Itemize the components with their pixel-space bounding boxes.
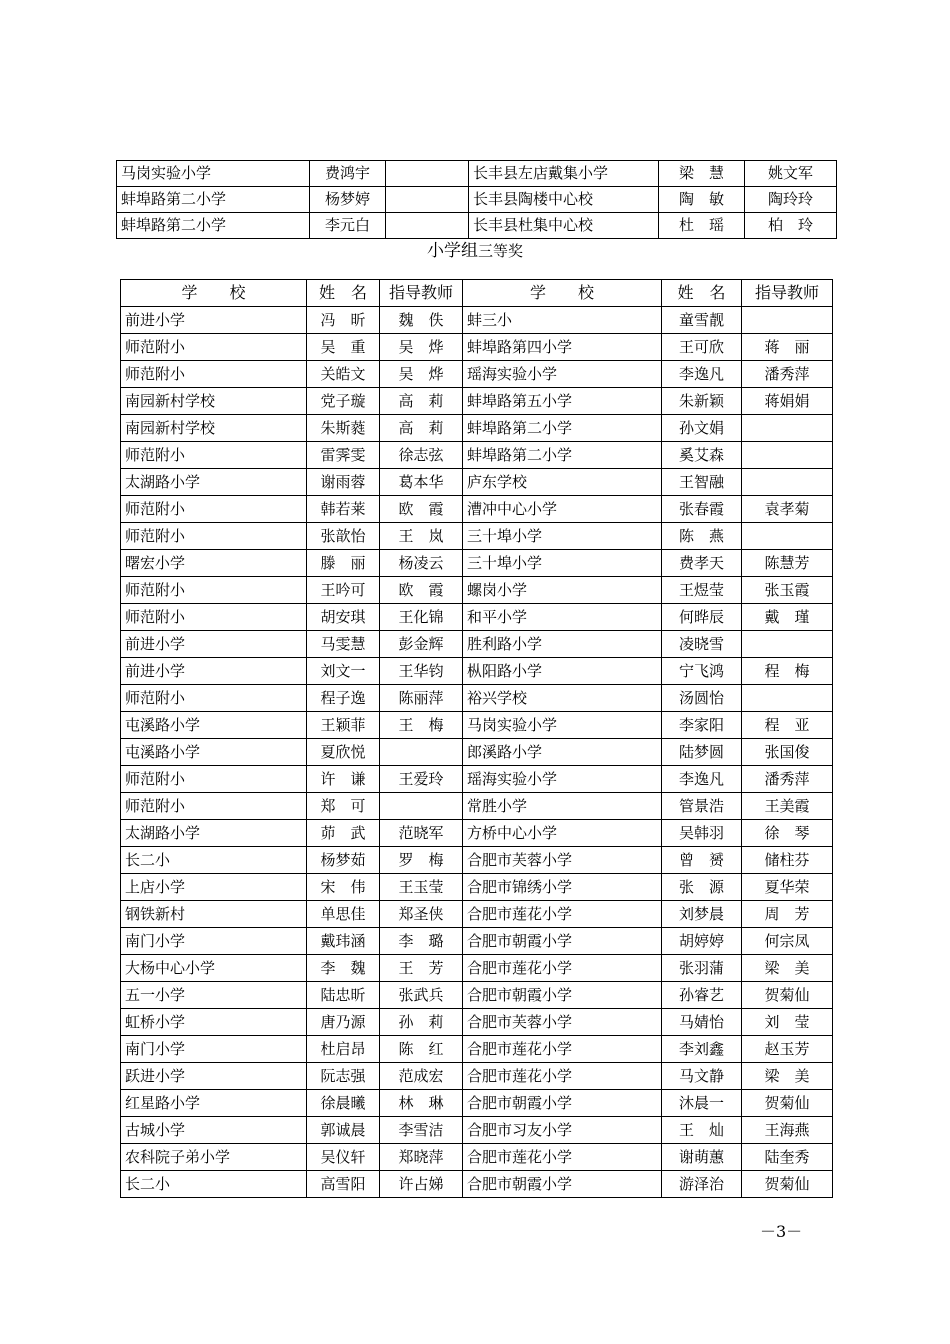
school-cell: 蚌三小 (463, 307, 662, 334)
student-name-cell: 朱新颖 (662, 388, 742, 415)
student-name-cell: 孙文娟 (662, 415, 742, 442)
school-cell: 长二小 (121, 1171, 307, 1198)
table-row (121, 982, 833, 1009)
school-cell: 前进小学 (121, 658, 307, 685)
table-row (121, 334, 833, 361)
student-name-cell: 张羽蒲 (662, 955, 742, 982)
student-name-cell: 刘文一 (307, 658, 380, 685)
teacher-cell: 贺菊仙 (742, 1090, 833, 1117)
teacher-cell: 林 琳 (380, 1090, 463, 1117)
teacher-cell (386, 187, 469, 213)
section-title-sub: 三等奖 (477, 242, 523, 260)
school-cell: 南门小学 (121, 1036, 307, 1063)
school-cell: 合肥市芙蓉小学 (463, 1009, 662, 1036)
table-row (117, 187, 837, 213)
teacher-cell: 陶玲玲 (745, 187, 837, 213)
school-cell: 师范附小 (121, 496, 307, 523)
school-cell: 前进小学 (121, 307, 307, 334)
student-name-cell: 奚艾森 (662, 442, 742, 469)
school-cell: 师范附小 (121, 361, 307, 388)
teacher-cell (742, 631, 833, 658)
continued-award-table (116, 160, 837, 239)
school-cell: 南园新村学校 (121, 388, 307, 415)
teacher-cell: 范成宏 (380, 1063, 463, 1090)
school-cell: 师范附小 (121, 577, 307, 604)
teacher-cell: 刘 莹 (742, 1009, 833, 1036)
school-cell: 长二小 (121, 847, 307, 874)
teacher-cell: 葛本华 (380, 469, 463, 496)
teacher-cell: 杨凌云 (380, 550, 463, 577)
student-name-cell: 张 源 (662, 874, 742, 901)
teacher-cell: 姚文军 (745, 161, 837, 187)
table-row (121, 820, 833, 847)
school-cell: 方桥中心小学 (463, 820, 662, 847)
school-cell: 漕冲中心小学 (463, 496, 662, 523)
school-cell: 蚌埠路第二小学 (463, 442, 662, 469)
school-cell: 枞阳路小学 (463, 658, 662, 685)
student-name-cell: 谢萌蕙 (662, 1144, 742, 1171)
student-name-cell: 孙睿艺 (662, 982, 742, 1009)
header-school: 学 校 (121, 280, 307, 307)
teacher-cell (742, 307, 833, 334)
student-name-cell: 关皓文 (307, 361, 380, 388)
teacher-cell (380, 793, 463, 820)
school-cell: 太湖路小学 (121, 820, 307, 847)
school-cell: 蚌埠路第二小学 (117, 187, 310, 213)
teacher-cell: 李雪洁 (380, 1117, 463, 1144)
teacher-cell: 郑圣侠 (380, 901, 463, 928)
school-cell: 蚌埠路第二小学 (463, 415, 662, 442)
school-cell: 蚌埠路第二小学 (117, 213, 310, 239)
school-cell: 合肥市莲花小学 (463, 1063, 662, 1090)
school-cell: 长丰县陶楼中心校 (469, 187, 659, 213)
student-name-cell: 谢雨蓉 (307, 469, 380, 496)
school-cell: 马岗实验小学 (463, 712, 662, 739)
table-row (121, 658, 833, 685)
student-name-cell: 单思佳 (307, 901, 380, 928)
teacher-cell (742, 442, 833, 469)
teacher-cell: 张玉霞 (742, 577, 833, 604)
teacher-cell: 梁 美 (742, 955, 833, 982)
student-name-cell: 杨梦婷 (310, 187, 386, 213)
table-row (121, 361, 833, 388)
table-row (121, 550, 833, 577)
teacher-cell: 王玉莹 (380, 874, 463, 901)
school-cell: 虹桥小学 (121, 1009, 307, 1036)
student-name-cell: 游泽治 (662, 1171, 742, 1198)
student-name-cell: 李刘鑫 (662, 1036, 742, 1063)
table-row (121, 1144, 833, 1171)
school-cell: 螺岗小学 (463, 577, 662, 604)
teacher-cell (742, 523, 833, 550)
school-cell: 合肥市习友小学 (463, 1117, 662, 1144)
student-name-cell: 陆忠昕 (307, 982, 380, 1009)
teacher-cell: 徐 琴 (742, 820, 833, 847)
teacher-cell: 罗 梅 (380, 847, 463, 874)
continued-award-body (117, 161, 837, 239)
table-row (117, 213, 837, 239)
school-cell: 师范附小 (121, 334, 307, 361)
school-cell: 合肥市芙蓉小学 (463, 847, 662, 874)
teacher-cell: 李 璐 (380, 928, 463, 955)
student-name-cell: 滕 丽 (307, 550, 380, 577)
student-name-cell: 冯 昕 (307, 307, 380, 334)
teacher-cell (742, 469, 833, 496)
school-cell: 长丰县左店戴集小学 (469, 161, 659, 187)
teacher-cell: 陈 红 (380, 1036, 463, 1063)
table-row (121, 766, 833, 793)
section-title-main: 小学组 (426, 241, 478, 261)
school-cell: 蚌埠路第四小学 (463, 334, 662, 361)
student-name-cell: 王颖菲 (307, 712, 380, 739)
student-name-cell: 刘梦晨 (662, 901, 742, 928)
school-cell: 瑶海实验小学 (463, 361, 662, 388)
school-cell: 合肥市朝霞小学 (463, 1171, 662, 1198)
student-name-cell: 王吟可 (307, 577, 380, 604)
student-name-cell: 王 灿 (662, 1117, 742, 1144)
table-row (121, 1036, 833, 1063)
teacher-cell: 储柱芬 (742, 847, 833, 874)
school-cell: 常胜小学 (463, 793, 662, 820)
teacher-cell: 高 莉 (380, 415, 463, 442)
student-name-cell: 费孝天 (662, 550, 742, 577)
teacher-cell: 高 莉 (380, 388, 463, 415)
teacher-cell: 陈慧芳 (742, 550, 833, 577)
student-name-cell: 李 魏 (307, 955, 380, 982)
table-row (121, 577, 833, 604)
school-cell: 南园新村学校 (121, 415, 307, 442)
header-name: 姓 名 (662, 280, 742, 307)
student-name-cell: 宁飞鸿 (662, 658, 742, 685)
table-row (121, 955, 833, 982)
school-cell: 马岗实验小学 (117, 161, 310, 187)
school-cell: 蚌埠路第五小学 (463, 388, 662, 415)
school-cell: 农科院子弟小学 (121, 1144, 307, 1171)
table-row (121, 1090, 833, 1117)
teacher-cell: 潘秀萍 (742, 766, 833, 793)
school-cell: 合肥市朝霞小学 (463, 928, 662, 955)
student-name-cell: 杜启昂 (307, 1036, 380, 1063)
student-name-cell: 韩若莱 (307, 496, 380, 523)
table-row (121, 307, 833, 334)
school-cell: 三十埠小学 (463, 523, 662, 550)
student-name-cell: 朱斯蕤 (307, 415, 380, 442)
student-name-cell: 胡安琪 (307, 604, 380, 631)
student-name-cell: 王可欣 (662, 334, 742, 361)
table-row (121, 901, 833, 928)
student-name-cell: 杨梦茹 (307, 847, 380, 874)
teacher-cell: 王 岚 (380, 523, 463, 550)
school-cell: 瑶海实验小学 (463, 766, 662, 793)
teacher-cell: 徐志弦 (380, 442, 463, 469)
school-cell: 曙宏小学 (121, 550, 307, 577)
student-name-cell: 雷霁雯 (307, 442, 380, 469)
table-row (121, 847, 833, 874)
school-cell: 长丰县杜集中心校 (469, 213, 659, 239)
school-cell: 古城小学 (121, 1117, 307, 1144)
teacher-cell: 柏 玲 (745, 213, 837, 239)
student-name-cell: 茆 武 (307, 820, 380, 847)
teacher-cell: 王美霞 (742, 793, 833, 820)
header-name: 姓 名 (307, 280, 380, 307)
school-cell: 合肥市朝霞小学 (463, 1090, 662, 1117)
student-name-cell: 程子逸 (307, 685, 380, 712)
student-name-cell: 沐晨一 (662, 1090, 742, 1117)
table-row (121, 469, 833, 496)
student-name-cell: 何晔辰 (662, 604, 742, 631)
table-row (121, 388, 833, 415)
third-prize-table (120, 279, 833, 1198)
teacher-cell: 王化锦 (380, 604, 463, 631)
header-school: 学 校 (463, 280, 662, 307)
school-cell: 太湖路小学 (121, 469, 307, 496)
teacher-cell: 彭金辉 (380, 631, 463, 658)
student-name-cell: 梁 慧 (659, 161, 745, 187)
student-name-cell: 党子璇 (307, 388, 380, 415)
teacher-cell: 吴 烨 (380, 361, 463, 388)
table-row (121, 1009, 833, 1036)
header-row (121, 280, 833, 307)
teacher-cell: 王爱玲 (380, 766, 463, 793)
teacher-cell: 程 梅 (742, 658, 833, 685)
teacher-cell (742, 685, 833, 712)
header-teacher: 指导教师 (380, 280, 463, 307)
teacher-cell: 贺菊仙 (742, 982, 833, 1009)
teacher-cell: 范晓军 (380, 820, 463, 847)
teacher-cell: 张武兵 (380, 982, 463, 1009)
student-name-cell: 吴仪轩 (307, 1144, 380, 1171)
teacher-cell (386, 213, 469, 239)
teacher-cell: 王 芳 (380, 955, 463, 982)
table-row (121, 685, 833, 712)
teacher-cell: 吴 烨 (380, 334, 463, 361)
school-cell: 合肥市锦绣小学 (463, 874, 662, 901)
school-cell: 合肥市莲花小学 (463, 1036, 662, 1063)
teacher-cell (742, 415, 833, 442)
table-row (121, 1117, 833, 1144)
student-name-cell: 高雪阳 (307, 1171, 380, 1198)
section-title (0, 240, 950, 262)
school-cell: 上店小学 (121, 874, 307, 901)
school-cell: 跃进小学 (121, 1063, 307, 1090)
student-name-cell: 李逸凡 (662, 766, 742, 793)
teacher-cell: 贺菊仙 (742, 1171, 833, 1198)
school-cell: 南门小学 (121, 928, 307, 955)
school-cell: 大杨中心小学 (121, 955, 307, 982)
school-cell: 和平小学 (463, 604, 662, 631)
table-row (121, 793, 833, 820)
student-name-cell: 马雯慧 (307, 631, 380, 658)
student-name-cell: 许 谦 (307, 766, 380, 793)
student-name-cell: 唐乃源 (307, 1009, 380, 1036)
school-cell: 五一小学 (121, 982, 307, 1009)
third-prize-body (121, 307, 833, 1198)
table-row (121, 631, 833, 658)
table-row (121, 1171, 833, 1198)
student-name-cell: 张春霞 (662, 496, 742, 523)
teacher-cell: 程 亚 (742, 712, 833, 739)
student-name-cell: 吴韩羽 (662, 820, 742, 847)
student-name-cell: 费鸿宇 (310, 161, 386, 187)
teacher-cell: 戴 瑾 (742, 604, 833, 631)
teacher-cell: 王海燕 (742, 1117, 833, 1144)
school-cell: 三十埠小学 (463, 550, 662, 577)
teacher-cell: 陈丽萍 (380, 685, 463, 712)
student-name-cell: 管景浩 (662, 793, 742, 820)
student-name-cell: 杜 瑶 (659, 213, 745, 239)
student-name-cell: 陆梦圆 (662, 739, 742, 766)
table-row (121, 739, 833, 766)
table-row (121, 496, 833, 523)
teacher-cell: 王 梅 (380, 712, 463, 739)
school-cell: 屯溪路小学 (121, 712, 307, 739)
table-row (121, 523, 833, 550)
school-cell: 师范附小 (121, 793, 307, 820)
school-cell: 合肥市莲花小学 (463, 1144, 662, 1171)
school-cell: 裕兴学校 (463, 685, 662, 712)
table-row (121, 928, 833, 955)
school-cell: 师范附小 (121, 685, 307, 712)
school-cell: 庐东学校 (463, 469, 662, 496)
school-cell: 合肥市朝霞小学 (463, 982, 662, 1009)
school-cell: 红星路小学 (121, 1090, 307, 1117)
student-name-cell: 郑 可 (307, 793, 380, 820)
school-cell: 师范附小 (121, 766, 307, 793)
table-row (117, 161, 837, 187)
teacher-cell: 夏华荣 (742, 874, 833, 901)
student-name-cell: 李家阳 (662, 712, 742, 739)
teacher-cell: 欧 霞 (380, 496, 463, 523)
student-name-cell: 马婧怡 (662, 1009, 742, 1036)
student-name-cell: 曾 赟 (662, 847, 742, 874)
student-name-cell: 王智融 (662, 469, 742, 496)
school-cell: 合肥市莲花小学 (463, 901, 662, 928)
student-name-cell: 戴玮涵 (307, 928, 380, 955)
teacher-cell: 陆奎秀 (742, 1144, 833, 1171)
table-row (121, 604, 833, 631)
table-row (121, 442, 833, 469)
student-name-cell: 王煜莹 (662, 577, 742, 604)
teacher-cell: 赵玉芳 (742, 1036, 833, 1063)
teacher-cell: 梁 美 (742, 1063, 833, 1090)
school-cell: 合肥市莲花小学 (463, 955, 662, 982)
teacher-cell: 蒋娟娟 (742, 388, 833, 415)
student-name-cell: 凌晓雪 (662, 631, 742, 658)
school-cell: 前进小学 (121, 631, 307, 658)
student-name-cell: 马文静 (662, 1063, 742, 1090)
student-name-cell: 陈 燕 (662, 523, 742, 550)
teacher-cell: 魏 佚 (380, 307, 463, 334)
student-name-cell: 宋 伟 (307, 874, 380, 901)
teacher-cell: 何宗凤 (742, 928, 833, 955)
teacher-cell: 蒋 丽 (742, 334, 833, 361)
school-cell: 郎溪路小学 (463, 739, 662, 766)
school-cell: 屯溪路小学 (121, 739, 307, 766)
teacher-cell (380, 739, 463, 766)
student-name-cell: 徐晨曦 (307, 1090, 380, 1117)
school-cell: 师范附小 (121, 604, 307, 631)
school-cell: 胜利路小学 (463, 631, 662, 658)
teacher-cell: 周 芳 (742, 901, 833, 928)
table-row (121, 874, 833, 901)
student-name-cell: 童雪靓 (662, 307, 742, 334)
student-name-cell: 张歆怡 (307, 523, 380, 550)
page-number: －3－ (760, 1222, 803, 1241)
teacher-cell: 王华钧 (380, 658, 463, 685)
school-cell: 师范附小 (121, 442, 307, 469)
teacher-cell: 孙 莉 (380, 1009, 463, 1036)
student-name-cell: 陶 敏 (659, 187, 745, 213)
teacher-cell (386, 161, 469, 187)
teacher-cell: 欧 霞 (380, 577, 463, 604)
student-name-cell: 吴 重 (307, 334, 380, 361)
student-name-cell: 夏欣悦 (307, 739, 380, 766)
student-name-cell: 李逸凡 (662, 361, 742, 388)
student-name-cell: 李元白 (310, 213, 386, 239)
student-name-cell: 郭诚晨 (307, 1117, 380, 1144)
teacher-cell: 许占娣 (380, 1171, 463, 1198)
table-row (121, 712, 833, 739)
teacher-cell: 潘秀萍 (742, 361, 833, 388)
teacher-cell: 袁孝菊 (742, 496, 833, 523)
table-row (121, 1063, 833, 1090)
header-teacher: 指导教师 (742, 280, 833, 307)
school-cell: 钢铁新村 (121, 901, 307, 928)
student-name-cell: 胡婷婷 (662, 928, 742, 955)
teacher-cell: 张国俊 (742, 739, 833, 766)
student-name-cell: 阮志强 (307, 1063, 380, 1090)
teacher-cell: 郑晓萍 (380, 1144, 463, 1171)
school-cell: 师范附小 (121, 523, 307, 550)
student-name-cell: 汤圆怡 (662, 685, 742, 712)
table-row (121, 415, 833, 442)
